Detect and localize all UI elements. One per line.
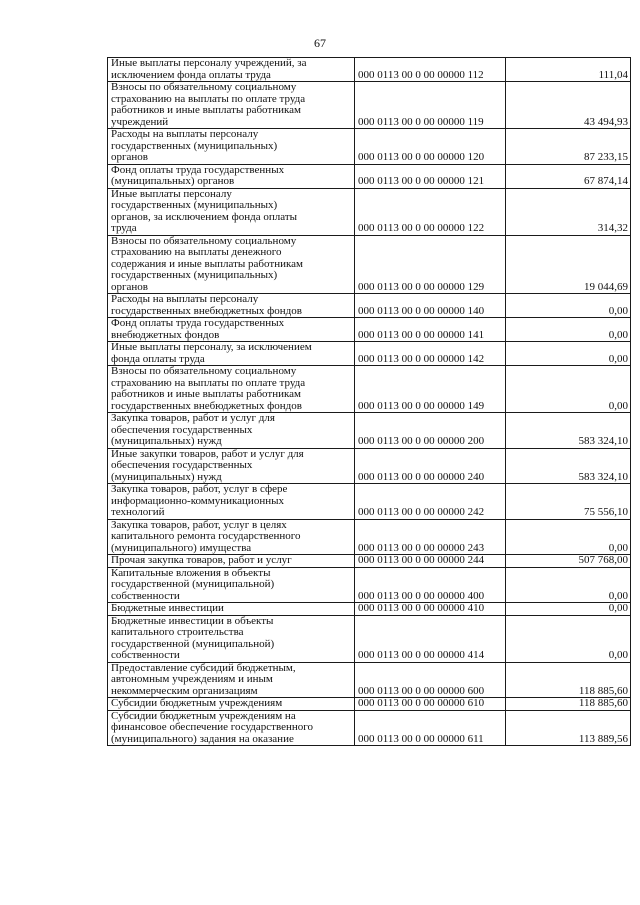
amount: 0,00 xyxy=(506,342,631,366)
budget-code: 000 0113 00 0 00 00000 240 xyxy=(355,448,506,484)
amount: 118 885,60 xyxy=(506,698,631,711)
table-row xyxy=(108,82,631,129)
amount: 0,00 xyxy=(506,366,631,413)
budget-code: 000 0113 00 0 00 00000 149 xyxy=(355,366,506,413)
expense-name: Прочая закупка товаров, работ и услуг xyxy=(111,554,292,566)
expense-name: Расходы на выплаты персоналу государственных внебюджетных фондов xyxy=(111,293,302,317)
table-row xyxy=(108,603,631,616)
expense-name: Взносы по обязательному социальному страхованию на выплаты по оплате труда работников и иные выплаты работникам учреждений xyxy=(111,81,306,128)
table-row xyxy=(108,662,631,698)
budget-code: 000 0113 00 0 00 00000 414 xyxy=(355,615,506,662)
budget-code: 000 0113 00 0 00 00000 112 xyxy=(355,58,506,82)
table-row xyxy=(108,555,631,568)
expense-name-cell xyxy=(108,82,355,129)
budget-code: 000 0113 00 0 00 00000 200 xyxy=(355,413,506,449)
budget-code: 000 0113 00 0 00 00000 121 xyxy=(355,164,506,188)
budget-code: 000 0113 00 0 00 00000 243 xyxy=(355,519,506,555)
amount: 583 324,10 xyxy=(506,413,631,449)
expense-name-cell xyxy=(108,342,355,366)
table-row xyxy=(108,129,631,165)
budget-table xyxy=(107,57,631,746)
amount: 0,00 xyxy=(506,615,631,662)
expense-name-cell xyxy=(108,318,355,342)
budget-code: 000 0113 00 0 00 00000 400 xyxy=(355,567,506,603)
table-row xyxy=(108,698,631,711)
expense-name: Закупка товаров, работ, услуг в целях капитального ремонта государственного (муниципального) имущества xyxy=(111,519,301,554)
expense-name-cell xyxy=(108,188,355,235)
budget-code: 000 0113 00 0 00 00000 600 xyxy=(355,662,506,698)
expense-name: Взносы по обязательному социальному страхованию на выплаты денежного содержания и иные выплаты работникам государственных (муниципальных) органов xyxy=(111,235,303,293)
expense-name-cell xyxy=(108,164,355,188)
amount: 0,00 xyxy=(506,318,631,342)
budget-code: 000 0113 00 0 00 00000 119 xyxy=(355,82,506,129)
expense-name-cell xyxy=(108,662,355,698)
amount: 43 494,93 xyxy=(506,82,631,129)
budget-code: 000 0113 00 0 00 00000 242 xyxy=(355,484,506,520)
expense-name: Закупка товаров, работ, услуг в сфере информационно-коммуникационных технологий xyxy=(111,483,288,518)
expense-name: Субсидии бюджетным учреждениям xyxy=(111,697,283,709)
expense-name: Иные выплаты персоналу учреждений, за исключением фонда оплаты труда xyxy=(111,57,307,81)
amount: 118 885,60 xyxy=(506,662,631,698)
table-row xyxy=(108,164,631,188)
expense-name-cell xyxy=(108,615,355,662)
table-row xyxy=(108,413,631,449)
expense-name-cell xyxy=(108,519,355,555)
budget-code: 000 0113 00 0 00 00000 244 xyxy=(355,555,506,568)
amount: 19 044,69 xyxy=(506,235,631,294)
expense-name: Иные выплаты персоналу, за исключением фонда оплаты труда xyxy=(111,341,312,365)
expense-name-cell xyxy=(108,603,355,616)
budget-code: 000 0113 00 0 00 00000 129 xyxy=(355,235,506,294)
budget-table-body xyxy=(108,58,631,746)
table-row xyxy=(108,519,631,555)
table-row xyxy=(108,318,631,342)
amount: 583 324,10 xyxy=(506,448,631,484)
expense-name: Закупка товаров, работ и услуг для обеспечения государственных (муниципальных) нужд xyxy=(111,412,275,447)
expense-name-cell xyxy=(108,567,355,603)
amount: 0,00 xyxy=(506,519,631,555)
page-number: 67 xyxy=(314,36,326,50)
table-row xyxy=(108,710,631,746)
expense-name: Субсидии бюджетным учреждениям на финансовое обеспечение государственного (муниципального) задания на оказание xyxy=(111,710,313,745)
expense-name: Расходы на выплаты персоналу государственных (муниципальных) органов xyxy=(111,128,278,163)
budget-code: 000 0113 00 0 00 00000 140 xyxy=(355,294,506,318)
expense-name-cell xyxy=(108,555,355,568)
budget-code: 000 0113 00 0 00 00000 610 xyxy=(355,698,506,711)
table-row xyxy=(108,448,631,484)
expense-name: Бюджетные инвестиции xyxy=(111,602,224,614)
expense-name-cell xyxy=(108,366,355,413)
expense-name: Предоставление субсидий бюджетным, автономным учреждениям и иным некоммерческим организациям xyxy=(111,662,296,697)
expense-name: Капитальные вложения в объекты государственной (муниципальной) собственности xyxy=(111,567,275,602)
amount: 75 556,10 xyxy=(506,484,631,520)
amount: 111,04 xyxy=(506,58,631,82)
table-row xyxy=(108,235,631,294)
expense-name: Фонд оплаты труда государственных (муниципальных) органов xyxy=(111,164,285,187)
expense-name-cell xyxy=(108,413,355,449)
amount: 507 768,00 xyxy=(506,555,631,568)
table-row xyxy=(108,342,631,366)
amount: 0,00 xyxy=(506,567,631,603)
amount: 113 889,56 xyxy=(506,710,631,746)
table-row xyxy=(108,567,631,603)
expense-name-cell xyxy=(108,448,355,484)
amount: 87 233,15 xyxy=(506,129,631,165)
expense-name-cell xyxy=(108,235,355,294)
expense-name-cell xyxy=(108,484,355,520)
expense-name-cell xyxy=(108,294,355,318)
expense-name: Иные закупки товаров, работ и услуг для обеспечения государственных (муниципальных) нужд xyxy=(111,448,304,483)
amount: 314,32 xyxy=(506,188,631,235)
expense-name-cell xyxy=(108,710,355,746)
expense-name: Бюджетные инвестиции в объекты капитального строительства государственной (муниципальной) собственности xyxy=(111,615,275,661)
budget-code: 000 0113 00 0 00 00000 611 xyxy=(355,710,506,746)
expense-name: Взносы по обязательному социальному страхованию на выплаты по оплате труда работников и иные выплаты работникам государственных внебюджетных фондов xyxy=(111,365,306,412)
table-row xyxy=(108,366,631,413)
budget-code: 000 0113 00 0 00 00000 142 xyxy=(355,342,506,366)
budget-code: 000 0113 00 0 00 00000 122 xyxy=(355,188,506,235)
table-row xyxy=(108,58,631,82)
table-row xyxy=(108,615,631,662)
table-row xyxy=(108,188,631,235)
expense-name: Фонд оплаты труда государственных внебюджетных фондов xyxy=(111,317,285,341)
expense-name-cell xyxy=(108,58,355,82)
budget-code: 000 0113 00 0 00 00000 120 xyxy=(355,129,506,165)
amount: 0,00 xyxy=(506,294,631,318)
amount: 67 874,14 xyxy=(506,164,631,188)
budget-code: 000 0113 00 0 00 00000 141 xyxy=(355,318,506,342)
table-row xyxy=(108,294,631,318)
budget-code: 000 0113 00 0 00 00000 410 xyxy=(355,603,506,616)
table-row xyxy=(108,484,631,520)
expense-name-cell xyxy=(108,129,355,165)
expense-name-cell xyxy=(108,698,355,711)
expense-name: Иные выплаты персоналу государственных (муниципальных) органов, за исключением фонда оплаты труда xyxy=(111,188,298,234)
amount: 0,00 xyxy=(506,603,631,616)
